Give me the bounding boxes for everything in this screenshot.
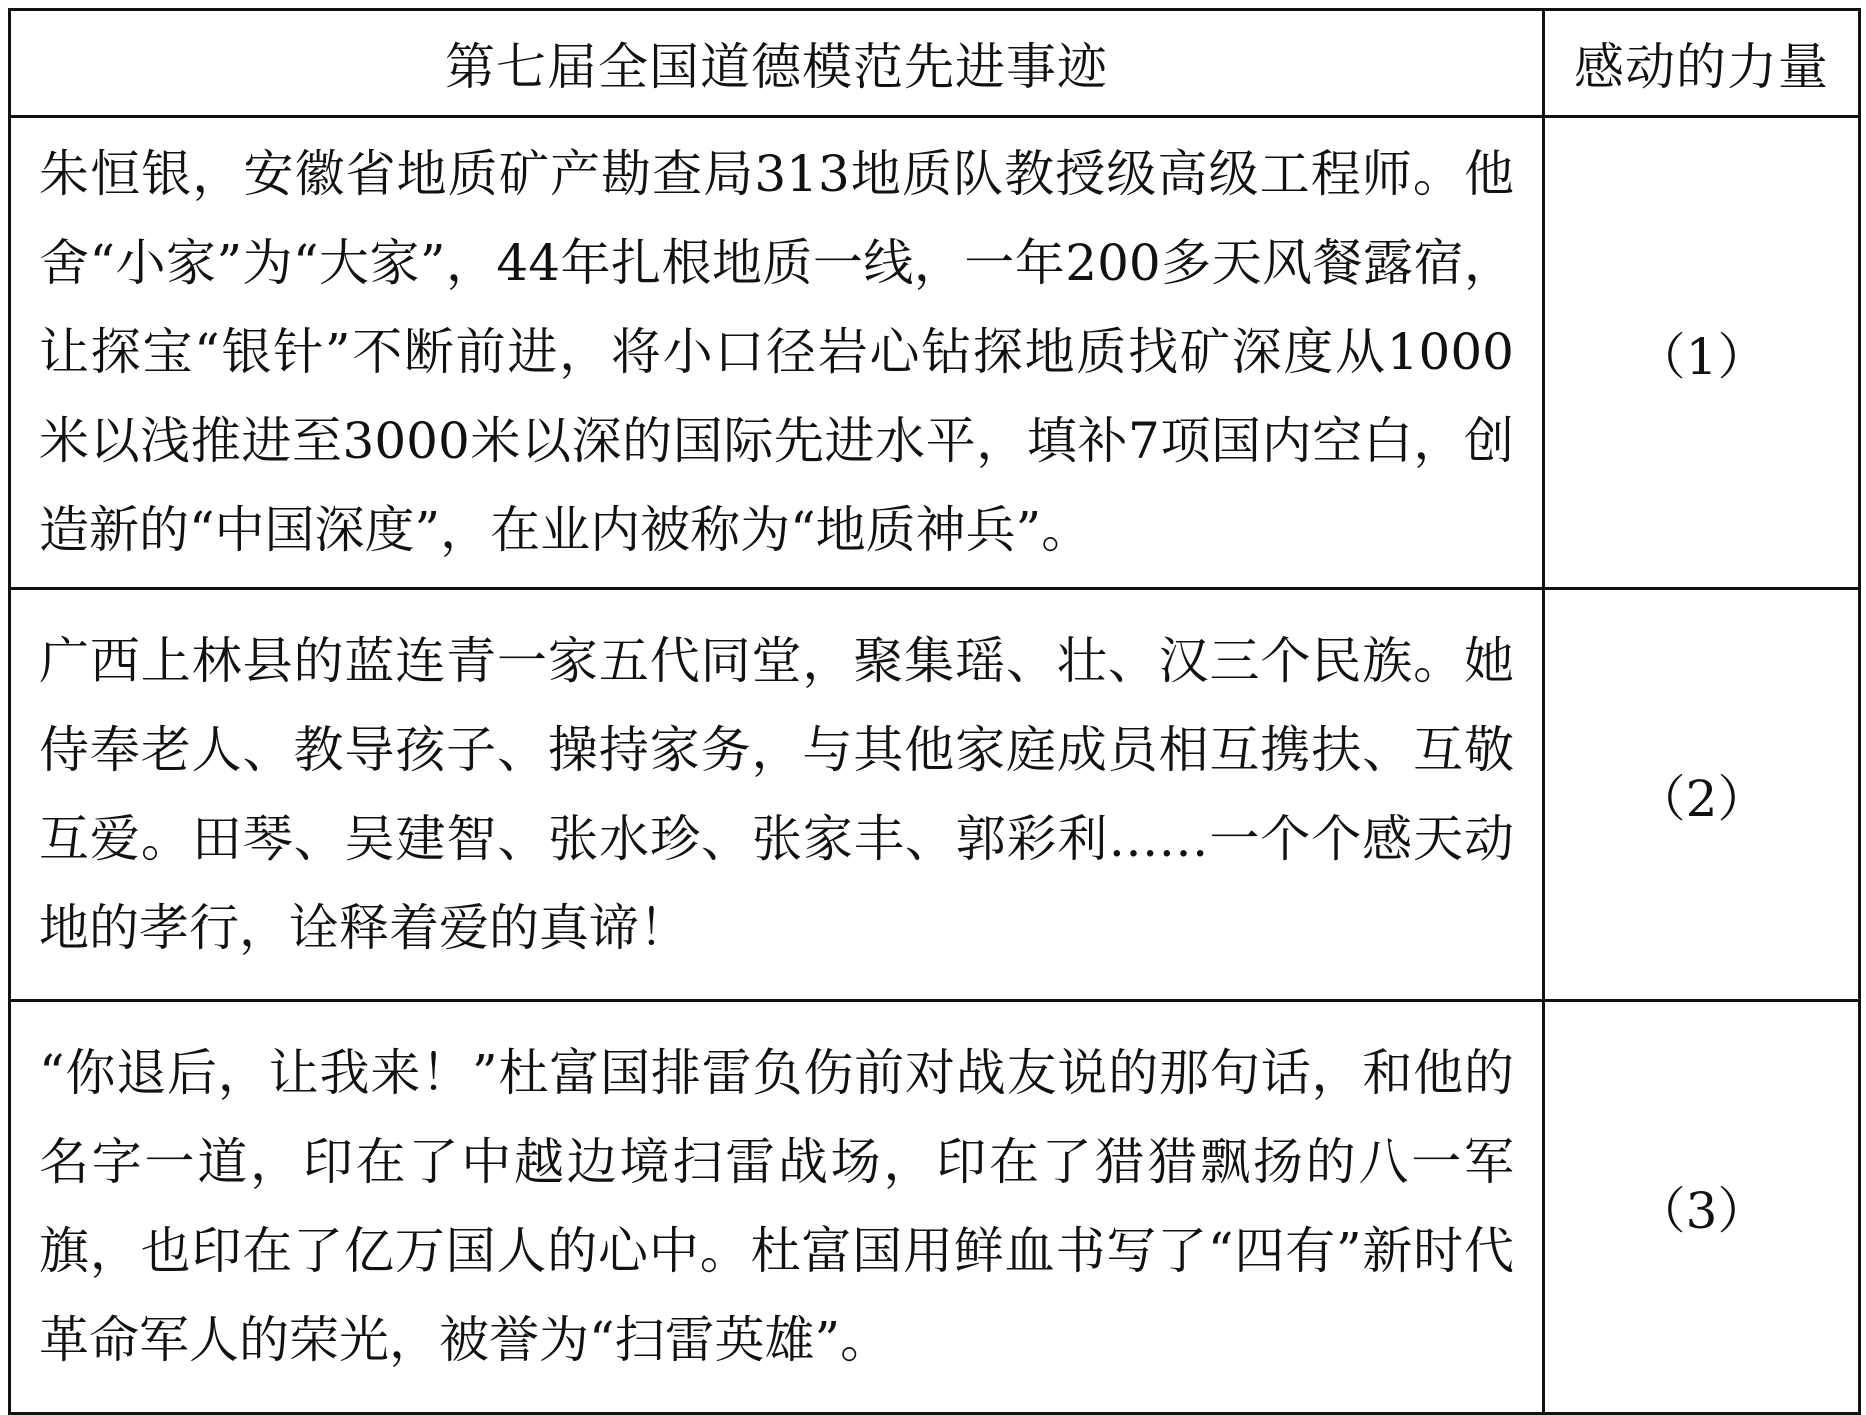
table-row bbox=[10, 1001, 1860, 1414]
deed-text: 朱恒银，安徽省地质矿产勘查局313地质队教授级高级工程师。他舍“小家”为“大家”，44年扎根地质一线，一年200多天风餐露宿，让探宝“银针”不断前进，将小口径岩心钻探地质找矿深度从1000米以浅推进至3000米以深的国际先进水平，填补7项国内空白，创造新的“中国深度”，在业内被称为“地质神兵”。 bbox=[10, 117, 1544, 589]
answer-blank: （3） bbox=[1544, 1001, 1860, 1414]
deed-text: “你退后，让我来！”杜富国排雷负伤前对战友说的那句话，和他的名字一道，印在了中越边境扫雷战场，印在了猎猎飘扬的八一军旗，也印在了亿万国人的心中。杜富国用鲜血书写了“四有”新时代革命军人的荣光，被誉为“扫雷英雄”。 bbox=[10, 1001, 1544, 1414]
table-row bbox=[10, 589, 1860, 1001]
header-power: 感动的力量 bbox=[1544, 10, 1860, 117]
answer-blank: （1） bbox=[1544, 117, 1860, 589]
deeds-table-container bbox=[8, 8, 1858, 1406]
answer-blank: （2） bbox=[1544, 589, 1860, 1001]
table-row bbox=[10, 117, 1860, 589]
deed-text: 广西上林县的蓝连青一家五代同堂，聚集瑶、壮、汉三个民族。她侍奉老人、教导孩子、操持家务，与其他家庭成员相互携扶、互敬互爱。田琴、吴建智、张水珍、张家丰、郭彩利……一个个感天动地的孝行，诠释着爱的真谛！ bbox=[10, 589, 1544, 1001]
moral-models-table bbox=[8, 8, 1861, 1415]
header-deeds: 第七届全国道德模范先进事迹 bbox=[10, 10, 1544, 117]
header-row bbox=[10, 10, 1860, 117]
